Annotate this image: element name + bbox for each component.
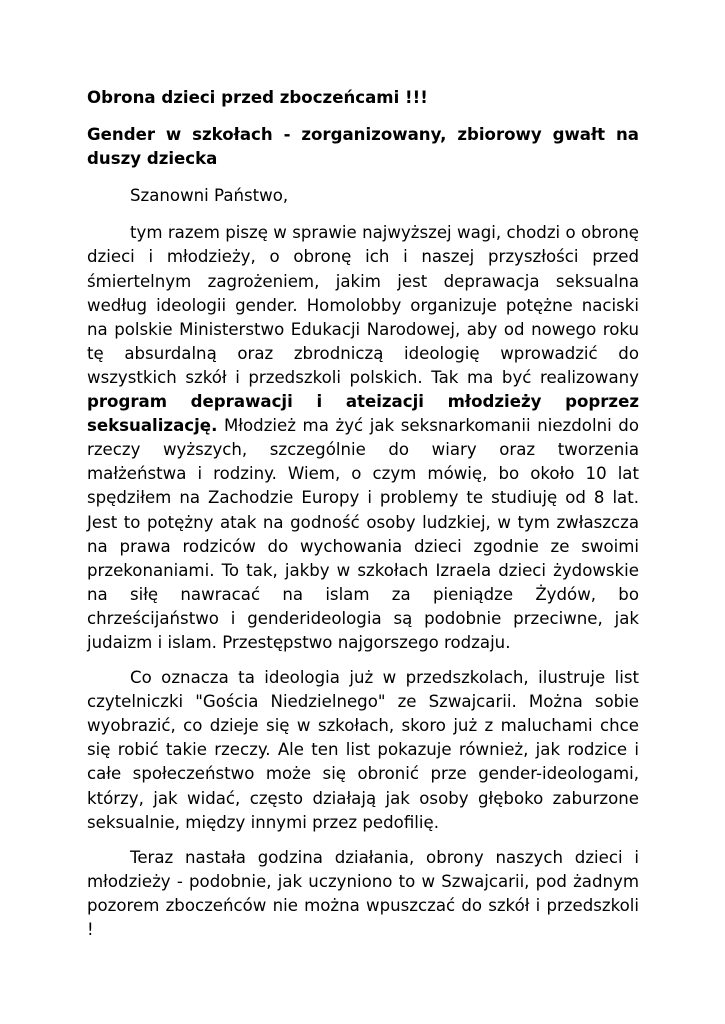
document-title: Obrona dzieci przed zboczeńcami !!!	[87, 88, 428, 107]
paragraph-1	[87, 221, 639, 655]
paragraph-1-part-1: tym razem piszę w sprawie najwyższej wagi, chodzi o obronę dzieci i młodzieży, o obronę ich i naszej przyszłości przed śmiertelnym zagrożeniem, jakim jest deprawacja seksualna według ideologii gender. Homolobby organizuje potężne naciski na polskie Ministerstwo Edukacji Narodowej, aby od nowego roku tę absurdalną oraz zbrodniczą ideologię wprowadzić do wszystkich szkół i przedszkoli polskich. Tak ma być realizowany	[87, 223, 639, 387]
paragraph-3: Teraz nastała godzina działania, obrony naszych dzieci i młodzieży - podobnie, jak uczyniono to w Szwajcarii, pod żadnym pozorem zboczeńców nie można wpuszczać do szkół i przedszkoli !	[87, 847, 639, 939]
paragraph-1-bold-phrase: program deprawacji i ateizacji młodzieży poprzez seksualizację.	[87, 392, 639, 436]
salutation: Szanowni Państwo,	[130, 186, 289, 206]
paragraph-2: Co oznacza ta ideologia już w przedszkolach, ilustruje list czytelniczki "Gościa Niedzielnego" ze Szwajcarii. Można sobie wyobrazić, co dzieje się w szkołach, skoro już z maluchami chce się robić takie rzeczy. Ale ten list pokazuje również, jak rodzice i całe społeczeństwo może się obronić prze gender-ideologami, którzy, jak widać, często działają jak osoby głęboko zaburzone seksualnie, między innymi przez pedofilię.	[87, 668, 639, 832]
document-page	[87, 86, 639, 953]
paragraph-1-part-2: Młodzież ma żyć jak seksnarkomanii niezdolni do rzeczy wyższych, szczególnie do wiary oraz tworzenia małżeństwa i rodziny. Wiem, o czym mówię, bo około 10 lat spędziłem na Zachodzie Europy i problemy te studiuję od 8 lat. Jest to potężny atak na godność osoby ludzkiej, w tym zwłaszcza na prawa rodziców do wychowania dzieci zgodnie ze swoimi przekonaniami. To tak, jakby w szkołach Izraela dzieci żydowskie na siłę nawracać na islam za pieniądze Żydów, bo chrześcijaństwo i genderideologia są podobnie przeciwne, jak judaizm i islam. Przestępstwo najgorszego rodzaju.	[87, 416, 639, 652]
document-subtitle: Gender w szkołach - zorganizowany, zbiorowy gwałt na duszy dziecka	[87, 125, 639, 169]
